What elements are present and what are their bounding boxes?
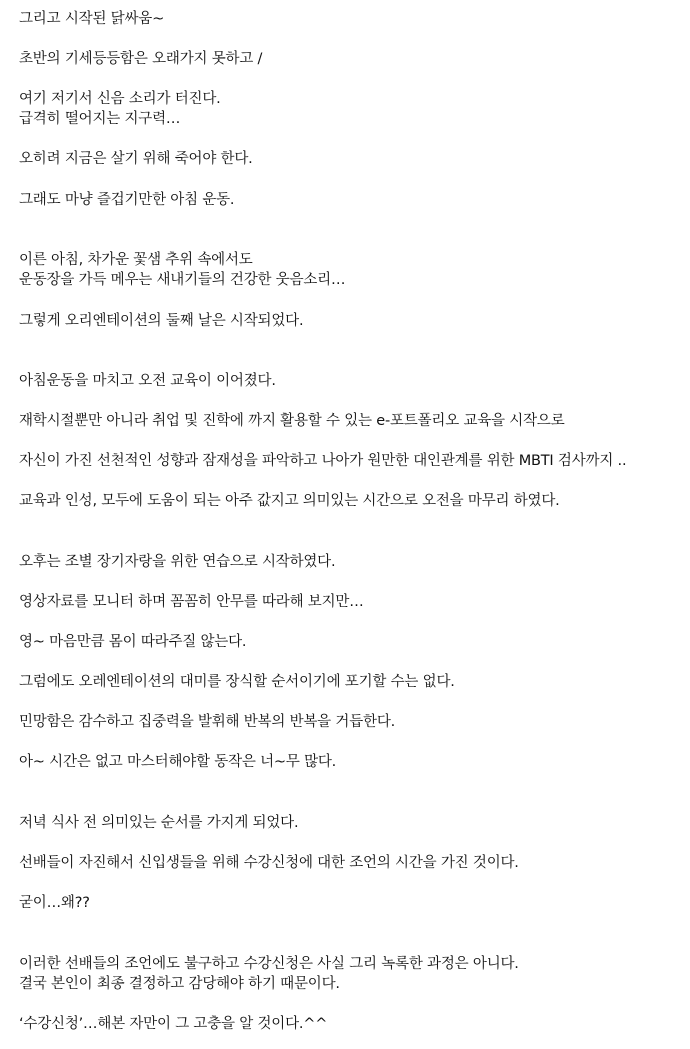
text-line: 오후는 조별 장기자랑을 위한 연습으로 시작하였다. xyxy=(19,554,336,570)
text-line: 저녁 식사 전 의미있는 순서를 가지게 되었다. xyxy=(19,815,299,831)
text-line: 결국 본인이 최종 결정하고 감당해야 하기 때문이다. xyxy=(19,976,340,992)
text-line: 재학시절뿐만 아니라 취업 및 진학에 까지 활용할 수 있는 e-포트폴리오 교육을 시작으로 xyxy=(19,413,565,429)
text-line: 아~ 시간은 없고 마스터해야할 동작은 너~무 많다. xyxy=(19,754,337,770)
text-line: 이러한 선배들의 조언에도 불구하고 수강신청은 사실 그리 녹록한 과정은 아니다. xyxy=(19,956,519,972)
text-line: 초반의 기세등등함은 오래가지 못하고 / xyxy=(19,51,263,67)
text-line: 굳이…왜?? xyxy=(19,895,90,911)
text-line: 여기 저기서 신음 소리가 터진다. xyxy=(19,91,221,107)
text-line: 그럼에도 오레엔테이션의 대미를 장식할 순서이기에 포기할 수는 없다. xyxy=(19,674,455,690)
text-line: 이른 아침, 차가운 꽃샘 추위 속에서도 xyxy=(19,252,253,268)
text-line: 오히려 지금은 살기 위해 죽어야 한다. xyxy=(19,151,253,167)
text-line: 영상자료를 모니터 하며 꼼꼼히 안무를 따라해 보지만… xyxy=(19,594,364,610)
text-line: 급격히 떨어지는 지구력… xyxy=(19,111,181,127)
text-line: 교육과 인성, 모두에 도움이 되는 아주 값지고 의미있는 시간으로 오전을 마무리 하였다. xyxy=(19,493,560,509)
text-line: 운동장을 가득 메우는 새내기들의 건강한 웃음소리… xyxy=(19,272,346,288)
text-line: ‘수강신청’…해본 자만이 그 고충을 알 것이다.^^ xyxy=(19,1016,328,1032)
text-line: 선배들이 자진해서 신입생들을 위해 수강신청에 대한 조언의 시간을 가진 것이다. xyxy=(19,855,519,871)
text-line: 영~ 마음만큼 몸이 따라주질 않는다. xyxy=(19,634,247,650)
text-line: 그리고 시작된 닭싸움~ xyxy=(19,11,165,27)
text-line: 자신이 가진 선천적인 성향과 잠재성을 파악하고 나아가 원만한 대인관계를 위한 MBTI 검사까지 .. xyxy=(19,453,627,469)
text-line: 그렇게 오리엔테이션의 둘째 날은 시작되었다. xyxy=(19,313,304,329)
text-line: 그래도 마냥 즐겁기만한 아침 운동. xyxy=(19,192,235,208)
text-line: 민망함은 감수하고 집중력을 발휘해 반복의 반복을 거듭한다. xyxy=(19,714,396,730)
text-line: 아침운동을 마치고 오전 교육이 이어졌다. xyxy=(19,373,276,389)
